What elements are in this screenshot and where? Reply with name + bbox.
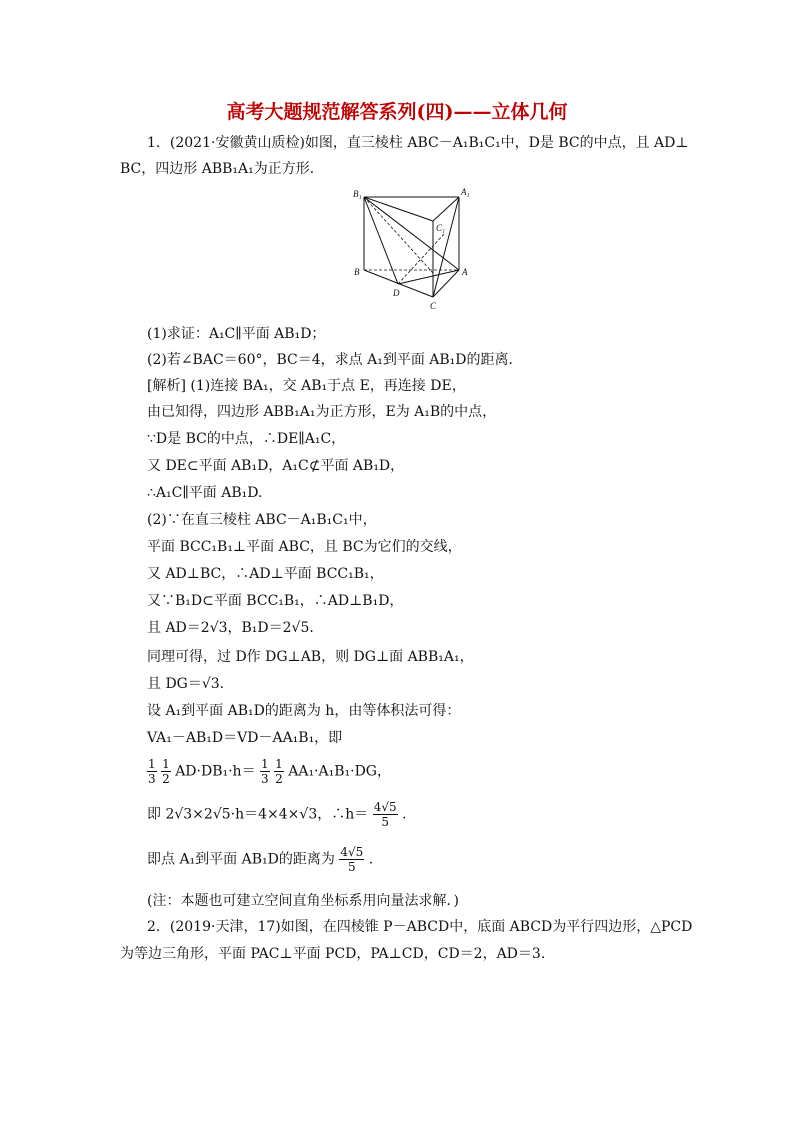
solution-line: 设 A₁到平面 AB₁D的距离为 h，由等体积法可得： [147, 703, 461, 719]
label-A1: A₁ [461, 187, 470, 197]
problem2-line1: 2．(2019·天津，17)如图，在四棱锥 P－ABCD中，底面 ABCD为平行四边形，△PCD [147, 919, 693, 935]
question-2: (2)若∠BAC＝60°，BC＝4，求点 A₁到平面 AB₁D的距离． [147, 352, 523, 368]
edge-A1C [433, 197, 459, 297]
prism-figure [349, 185, 475, 315]
solution-line: 又 DE⊂平面 AB₁D，A₁C⊄平面 AB₁D， [147, 458, 405, 474]
solution-line: 又 AD⊥BC，∴AD⊥平面 BCC₁B₁， [147, 566, 384, 582]
fraction: $\frac{1}{2}$ [275, 757, 283, 786]
dashed-B1E [364, 197, 433, 273]
solution-line: 平面 BCC₁B₁⊥平面 ABC，且 BC为它们的交线， [147, 539, 462, 555]
fraction: $\frac{1}{3}$ [148, 757, 156, 786]
label-D: D [393, 288, 400, 298]
label-C: C [430, 301, 437, 311]
label-A: A [462, 267, 468, 277]
label-C1: C₁ [436, 223, 446, 233]
fraction: $\frac{1}{3}$ [261, 757, 269, 786]
solution-line: VA₁－AB₁D＝VD－AA₁B₁，即 [147, 730, 343, 746]
problem1-line1: 1．(2021·安徽黄山质检)如图，直三棱柱 ABC－A₁B₁C₁中，D是 BC的中点，且 AD⊥ [147, 135, 689, 151]
solution-line: (2)∵在直三棱柱 ABC－A₁B₁C₁中， [147, 512, 377, 528]
question-1: (1)求证：A₁C∥平面 AB₁D； [147, 326, 326, 342]
solution-line: ∴A₁C∥平面 AB₁D. [147, 485, 263, 501]
page-title: 高考大题规范解答系列(四)——立体几何 [226, 101, 568, 123]
solution-line: 由已知得，四边形 ABB₁A₁为正方形，E为 A₁B的中点， [147, 404, 497, 420]
solution-line: 又∵B₁D⊂平面 BCC₁B₁，∴AD⊥B₁D， [147, 593, 404, 609]
prism-diagram [349, 185, 475, 315]
label-B: B [354, 267, 360, 277]
solution-note: (注：本题也可建立空间直角坐标系用向量法求解．) [147, 893, 459, 909]
equation-solve-h: 即 2√3×2√5·h＝4×4×√3，∴h＝ $\frac{4√5}{5}$ . [147, 800, 407, 829]
solution-line: 同理可得，过 D作 DG⊥AB，则 DG⊥面 ABB₁A₁， [147, 649, 474, 665]
solution-line: 且 DG＝√3. [147, 676, 225, 692]
solution-line: ∵D是 BC的中点，∴DE∥A₁C， [147, 431, 346, 447]
answer-distance: 即点 A₁到平面 AB₁D的距离为 $\frac{4√5}{5}$ . [147, 845, 374, 874]
problem2-line2: 为等边三角形，平面 PAC⊥平面 PCD，PA⊥CD，CD＝2，AD＝3. [120, 946, 546, 962]
solution-line: [解析] (1)连接 BA₁，交 AB₁于点 E，再连接 DE， [147, 378, 466, 394]
solution-line: 且 AD＝2√3，B₁D＝2√5. [147, 620, 314, 636]
edge-DA [398, 270, 459, 284]
problem1-line2: BC，四边形 ABB₁A₁为正方形． [120, 161, 324, 177]
edge-B1C1 [364, 197, 433, 221]
equation-volume: $\frac{1}{3}$ $\frac{1}{2}$ AD·DB₁·h＝ $\frac{1}{3}$ $\frac{1}{2}$ AA₁·A₁B₁·DG， [148, 757, 391, 786]
fraction: $\frac{1}{2}$ [162, 757, 170, 786]
fraction: $\frac{4√5}{5}$ [340, 845, 364, 874]
label-B1: B₁ [353, 189, 362, 199]
edge-A1C1 [433, 197, 459, 221]
fraction: $\frac{4√5}{5}$ [373, 800, 397, 829]
